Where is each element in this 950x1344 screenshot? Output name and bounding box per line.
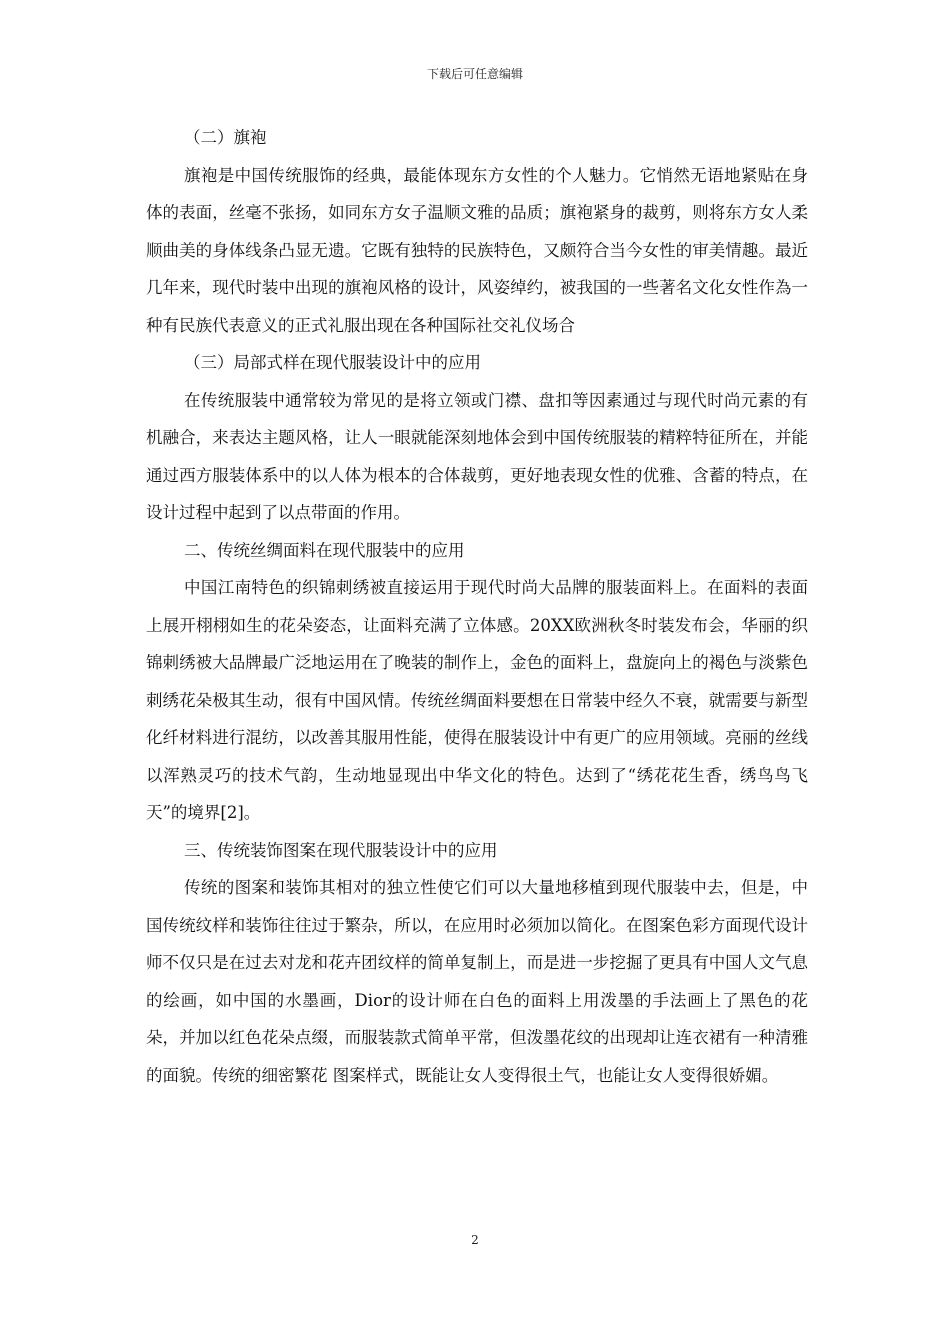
section-heading-silk-fabrics: 二、传统丝绸面料在现代服装中的应用 [184,540,465,560]
paragraph-partial-styles: 在传统服装中通常较为常见的是将立领或门襟、盘扣等因素通过与现代时尚元素的有机融合，来表达主题风格，让人一眼就能深刻地体会到中国传统服装的精粹特征所在，并能通过西方服装体系中的以人体为根本的合体裁剪，更好地表现女性的优雅、含蓄的特点，在设计过程中起到了以点带面的作用。 [146,390,808,522]
document-body [146,119,808,1094]
paragraph-decorative-patterns: 传统的图案和装饰其相对的独立性使它们可以大量地移植到现代服装中去，但是，中国传统纹样和装饰往往过于繁杂，所以，在应用时必须加以简化。在图案色彩方面现代设计师不仅只是在过去对龙和花卉团纹样的简单复制上，而是进一步挖掘了更具有中国人文气息的绘画，如中国的水墨画，Dior的设计师在白色的面料上用泼墨的手法画上了黑色的花朵，并加以红色花朵点缀，而服装款式简单平常，但泼墨花纹的出现却让连衣裙有一种清雅的面貌。传统的细密繁花 图案样式，既能让女人变得很土气，也能让女人变得很娇媚。 [146,878,808,1085]
section-heading-qipao: （二）旗袍 [184,128,267,147]
paragraph-silk-fabrics: 中国江南特色的织锦刺绣被直接运用于现代时尚大品牌的服装面料上。在面料的表面上展开栩栩如生的花朵姿态，让面料充满了立体感。20XX欧洲秋冬时装发布会，华丽的织锦刺绣被大品牌最广泛地运用在了晚装的制作上，金色的面料上，盘旋向上的褐色与淡紫色刺绣花朵极其生动，很有中国风情。传统丝绸面料要想在日常装中经久不衰，就需要与新型化纤材料进行混纺，以改善其服用性能，使得在服装设计中有更广的应用领域。亮丽的丝线以浑熟灵巧的技术气韵，生动地显现出中华文化的特色。达到了“绣花花生香，绣鸟鸟飞天”的境界[2]。 [146,578,808,822]
page-number: 2 [471,1233,479,1247]
page-header-note: 下载后可任意编辑 [426,67,523,81]
paragraph-qipao: 旗袍是中国传统服饰的经典，最能体现东方女性的个人魅力。它悄然无语地紧贴在身体的表面，丝毫不张扬，如同东方女子温顺文雅的品质；旗袍紧身的裁剪，则将东方女人柔顺曲美的身体线条凸显无遗。它既有独特的民族特色，又颇符合当今女性的审美情趣。最近几年来，现代时装中出现的旗袍风格的设计，风姿绰约，被我国的一些著名文化女性作為一种有民族代表意义的正式礼服出现在各种国际社交礼仪场合 [146,165,808,335]
section-heading-decorative-patterns: 三、传统装饰图案在现代服装设计中的应用 [184,840,498,860]
section-heading-partial-styles: （三）局部式样在现代服装设计中的应用 [184,353,481,372]
